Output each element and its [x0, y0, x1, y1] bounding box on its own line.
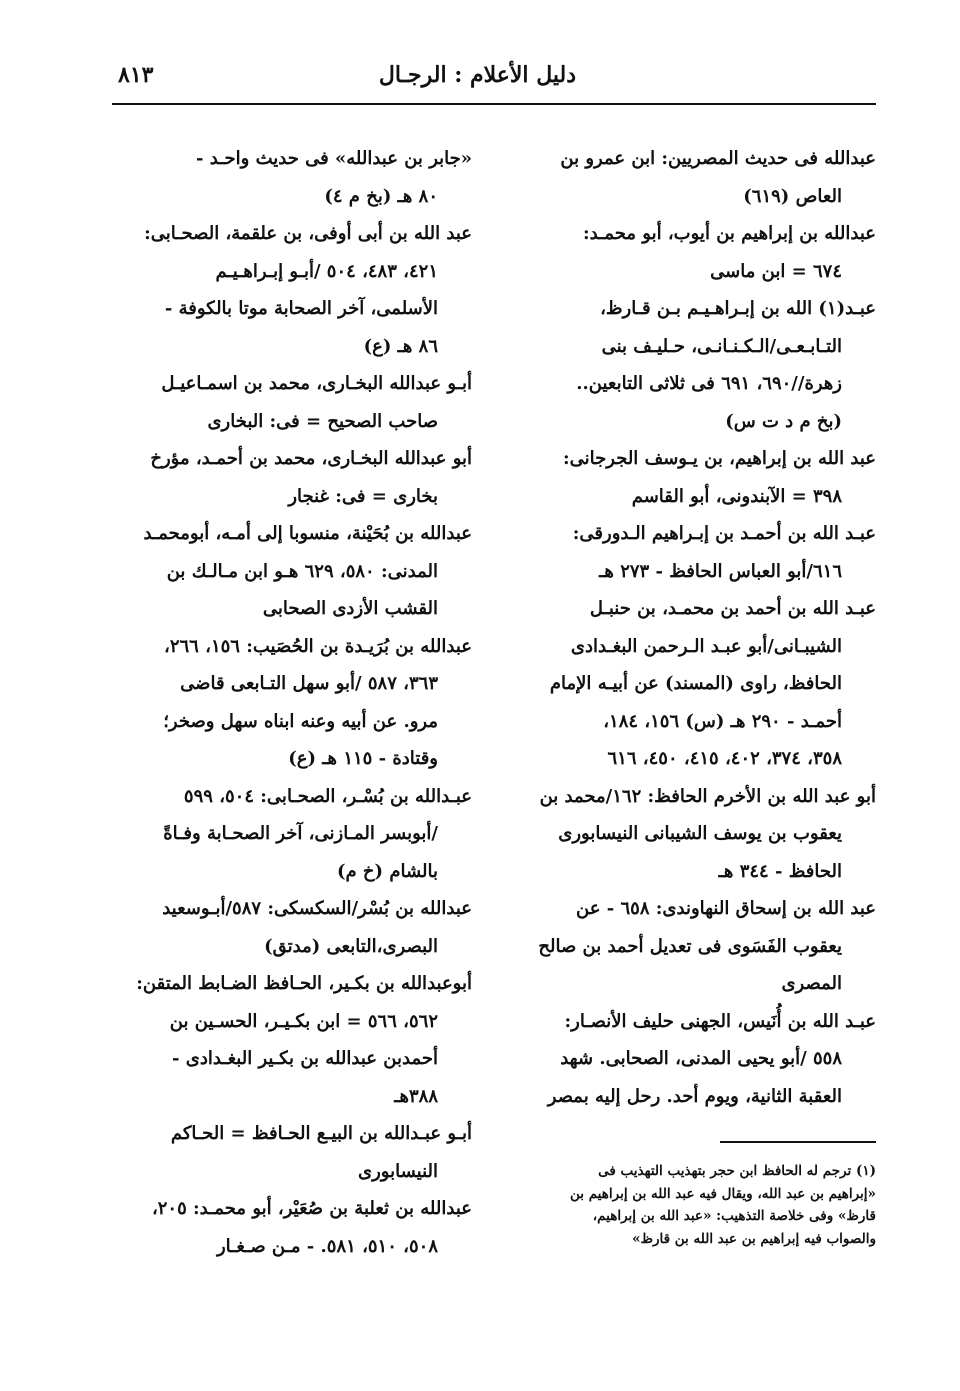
entry-continuation-line: أحمـد - ٢٩٠ هـ (س) ١٥٦، ١٨٤، [603, 710, 842, 732]
entry-headword-line: عبد الله بن إبراهيم، بن يـوسف الجرجانى: [563, 448, 876, 469]
index-entry [524, 890, 876, 1003]
index-entry [524, 1003, 876, 1116]
footnote-line: والصواب فيه إبراهيم بن عبد الله بن قارظ» [632, 1230, 876, 1247]
entry-continuation-line: مرو. عن أبيه وعنه ابناه سهل وصخر؛ [163, 710, 438, 732]
entry-continuation-line: ٦٧٤ = ابن ماسى [710, 260, 842, 282]
index-entry [120, 890, 472, 965]
entry-continuation-line: ٤٢١، ٤٨٣، ٥٠٤ /أبـو إبـراهـيـم [215, 260, 438, 282]
entry-continuation-line: بالشام (خ م) [337, 860, 438, 882]
entry-continuation-line: /أبوبسر المـازنى، آخر الصحـابة وفـاةً [163, 823, 438, 844]
entry-headword-line: عبـدالله بن بُسْـر، الصحـابى: ٥٠٤، ٥٩٩ [183, 785, 472, 807]
entry-continuation-line: ٥٠٨، ٥١٠، ٥٨١. - مـن صـغـار [216, 1235, 438, 1257]
running-header [112, 62, 876, 102]
index-entry [524, 590, 876, 778]
entry-continuation-line: الحافظ، راوى (المسند) عن أبيـه الإمام [549, 673, 842, 694]
index-entry [120, 215, 472, 365]
index-entry [120, 965, 472, 1115]
entry-headword-line: عبدالله بن بُسْر/السكسكى: ٥٨٧/أبـوسعيد [162, 898, 472, 919]
index-entry [120, 365, 472, 440]
entry-headword-line: عبـد(١) الله بن إبـراهـيـم بـن قـارظ، [600, 298, 876, 319]
entry-headword-line: أبـو عبدالله البخـارى، محمد بن اسمـاعيـل [161, 373, 472, 394]
index-entry [120, 440, 472, 515]
entry-continuation-line: البصرى،التابعى (مدتق) [264, 935, 438, 957]
index-entry [524, 290, 876, 440]
entry-continuation-line: وقتادة - ١١٥ هـ (ع) [288, 748, 438, 769]
running-title: دليل الأعلام : الرجـال [378, 62, 576, 88]
entry-continuation-line: ٥٥٨ /أبو يحيى المدنى، الصحابى. شهد [560, 1048, 842, 1069]
footnote-line: قارظ» وفى خلاصة التذهيب: «عبد الله بن إبراهيم، [592, 1208, 876, 1224]
entry-continuation-line: المصرى [781, 973, 842, 994]
entry-headword-line: عبدالله فى حديث المصريين: ابن عمرو بن [560, 148, 876, 169]
entry-headword-line: أبو عبدالله البخـارى، محمد بن أحمـد، مؤرخ [150, 448, 472, 469]
entry-continuation-line: ٣٩٨ = الآبندونى، أبو القاسم [631, 485, 842, 507]
index-entry [524, 140, 876, 215]
left-column [120, 140, 472, 1265]
entry-continuation-line: بخارى = فى: غنجار [288, 485, 438, 507]
index-entry [524, 215, 876, 290]
entry-headword-line: عبد الله بن إسحاق النهاوندى: ٦٥٨ - عن [576, 898, 876, 919]
entry-continuation-line: ٦١٦/أبو العباس الحافظ - ٢٧٣ هـ [599, 560, 842, 582]
page-number: ٨١٣ [118, 62, 154, 88]
entry-continuation-line: ٥٦٢، ٥٦٦ = ابن بكـيـر، الحسـين بن [169, 1010, 438, 1032]
entry-headword-line: عبدالله بن بُحَيْنة، منسوبا إلى أمـه، أبومحمـد [143, 523, 472, 544]
index-entry [120, 1115, 472, 1190]
entry-headword-line: أبوعبدالله بن بكـير، الحـافظ الضـابط المتقن: [136, 973, 472, 994]
entry-continuation-line: الأسلمى، آخر الصحابة موتا بالكوفة - [164, 298, 438, 319]
entry-continuation-line: ٣٦٣، ٥٨٧ /أبو سهل التـابعى قاضى [180, 673, 438, 694]
entry-continuation-line: النيسابورى [358, 1160, 438, 1182]
entry-continuation-line: الحافظ - ٣٤٤ هـ [718, 860, 842, 882]
entry-continuation-line: (بخ م د ت س) [725, 410, 842, 432]
entry-continuation-line: صاحب الصحيح = فى: البخارى [207, 410, 438, 432]
entry-continuation-line: التـابـعـى/الـكـنـانـى، حـليـف بنى [601, 335, 842, 357]
footnote-line: (١) ترجم له الحافظ ابن حجر بتهذيب التهذيب فى [598, 1163, 876, 1179]
index-entry [524, 515, 876, 590]
entry-continuation-line: المدنى: ٥٨٠، ٦٢٩ هـو ابن مـالـك بن [166, 560, 438, 582]
index-entry [524, 778, 876, 891]
entry-headword-line: عبـد الله بن أحمد بن محمـد، بن حنبـل [589, 598, 876, 619]
footnote-rule [720, 1141, 876, 1143]
entry-headword-line: عبـد الله بن أحمـد بن إبـراهيم الـدورقى: [572, 523, 876, 544]
index-entry [120, 778, 472, 891]
entry-headword-line: أبو عبد الله بن الأخرم الحافظ: ١٦٢/محمد بن [539, 785, 876, 807]
entry-continuation-line: القشب الأزدى الصحابى [262, 598, 438, 619]
entry-continuation-line: الشيبـانى/أبو عبـد الـرحمن البغـدادى [570, 635, 842, 657]
entry-continuation-line: زهرة//٦٩٠، ٦٩١ فى ثلاثى التابعين.. [576, 373, 842, 394]
entry-continuation-line: أحمدبن عبدالله بن بكـير البغـدادى - [172, 1048, 438, 1069]
entry-continuation-line: العقبة الثانية، ويوم أحد. رحل إليه بمصر [547, 1085, 842, 1107]
entry-headword-line: عبدالله بن إبراهيم بن أيوب، أبو محمـد: [583, 223, 876, 244]
right-column [524, 140, 876, 1115]
entry-headword-line: عبـد الله بن أُنَيس، الجهنى حليف الأنصـار: [564, 1010, 876, 1032]
index-entry [120, 628, 472, 778]
entry-headword-line: أبـو عبـدالله بن البيـع الحـافظ = الحـاكم [170, 1123, 472, 1144]
header-rule [112, 103, 876, 105]
entry-continuation-line: يعقوب بن يوسف الشيبانى النيسابورى [558, 823, 842, 844]
index-entry [120, 515, 472, 628]
entry-continuation-line: العاص (٦١٩) [743, 185, 842, 207]
index-entry [120, 1190, 472, 1265]
index-entry [524, 440, 876, 515]
entry-continuation-line: ٣٨٨هـ [394, 1085, 438, 1107]
entry-continuation-line: ٣٥٨، ٣٧٤، ٤٠٢، ٤١٥، ٤٥٠، ٦١٦ [607, 748, 842, 769]
entry-headword-line: عبد الله بن أبى أوفى، بن علقمة، الصحـابى: [144, 223, 472, 244]
entry-continuation-line: ٨٠ هـ (بخ م ٤) [324, 185, 438, 207]
index-entry [120, 140, 472, 215]
footnote-line: «إبراهيم بن عبد الله، ويقال فيه عبد الله بن إبراهيم بن [569, 1185, 876, 1202]
entry-headword-line: عبدالله بن ثعلبة بن صُعَيْر، أبو محمـد: ٢٠٥، [151, 1198, 472, 1219]
entry-continuation-line: ٨٦ هـ (ع) [363, 335, 438, 357]
entry-headword-line: عبدالله بن بُرَيـدة بن الحُصَيب: ١٥٦، ٢٦٦، [164, 635, 472, 657]
entry-headword-line: «جابر بن عبدالله» فى حديث واحـد - [196, 148, 472, 169]
entry-continuation-line: يعقوب الفَسَوى فى تعديل أحمد بن صالح [538, 935, 842, 957]
footnotes [524, 1160, 876, 1250]
